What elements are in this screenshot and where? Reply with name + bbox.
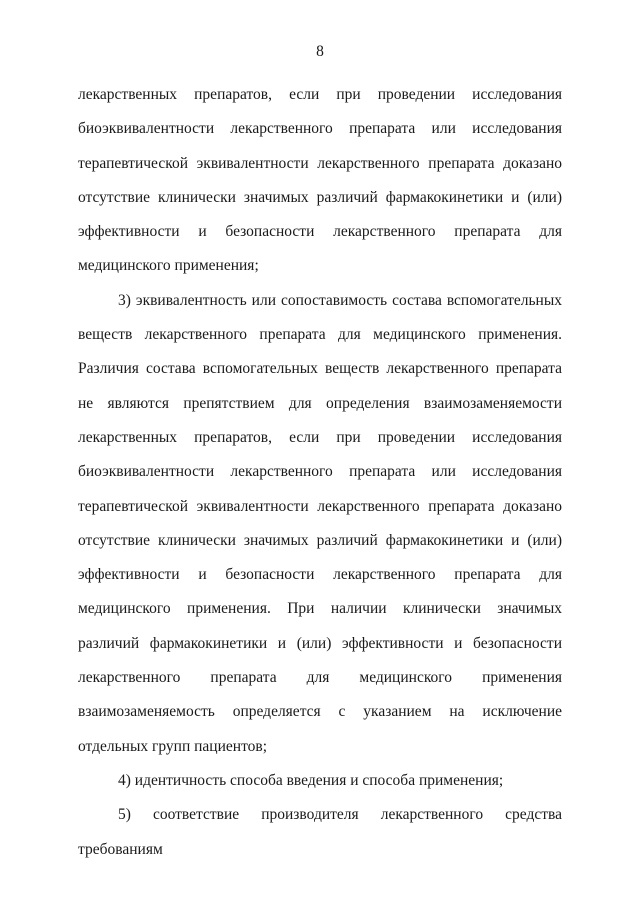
page-number: 8 [316, 43, 324, 60]
paragraph-item-5: 5) соответствие производителя лекарственного средства требованиям [78, 806, 562, 858]
paragraph-item-4: 4) идентичность способа введения и способа применения; [118, 771, 504, 789]
paragraph-item-3: 3) эквивалентность или сопоставимость состава вспомогательных веществ лекарственного препарата для медицинского применения. Различия состава вспомогательных веществ лекарственного препарата не являются препятствием для определения взаимозаменяемости лекарственных препаратов, если при проведении исследования биоэквивалентности лекарственного препарата или исследования терапевтической эквивалентности лекарственного препарата доказано отсутствие клинически значимых различий фармакокинетики и (или) эффективности и безопасности лекарственного препарата для медицинского применения. При наличии клинически значимых различий фармакокинетики и (или) эффективности и безопасности лекарственного препарата для медицинского применения взаимозаменяемость определяется с указанием на исключение отдельных групп пациентов; [78, 291, 562, 755]
document-body [78, 78, 562, 867]
paragraph-continuation: лекарственных препаратов, если при проведении исследования биоэквивалентности лекарственного препарата или исследования терапевтической эквивалентности лекарственного препарата доказано отсутствие клинически значимых различий фармакокинетики и (или) эффективности и безопасности лекарственного препарата для медицинского применения; [78, 86, 562, 275]
